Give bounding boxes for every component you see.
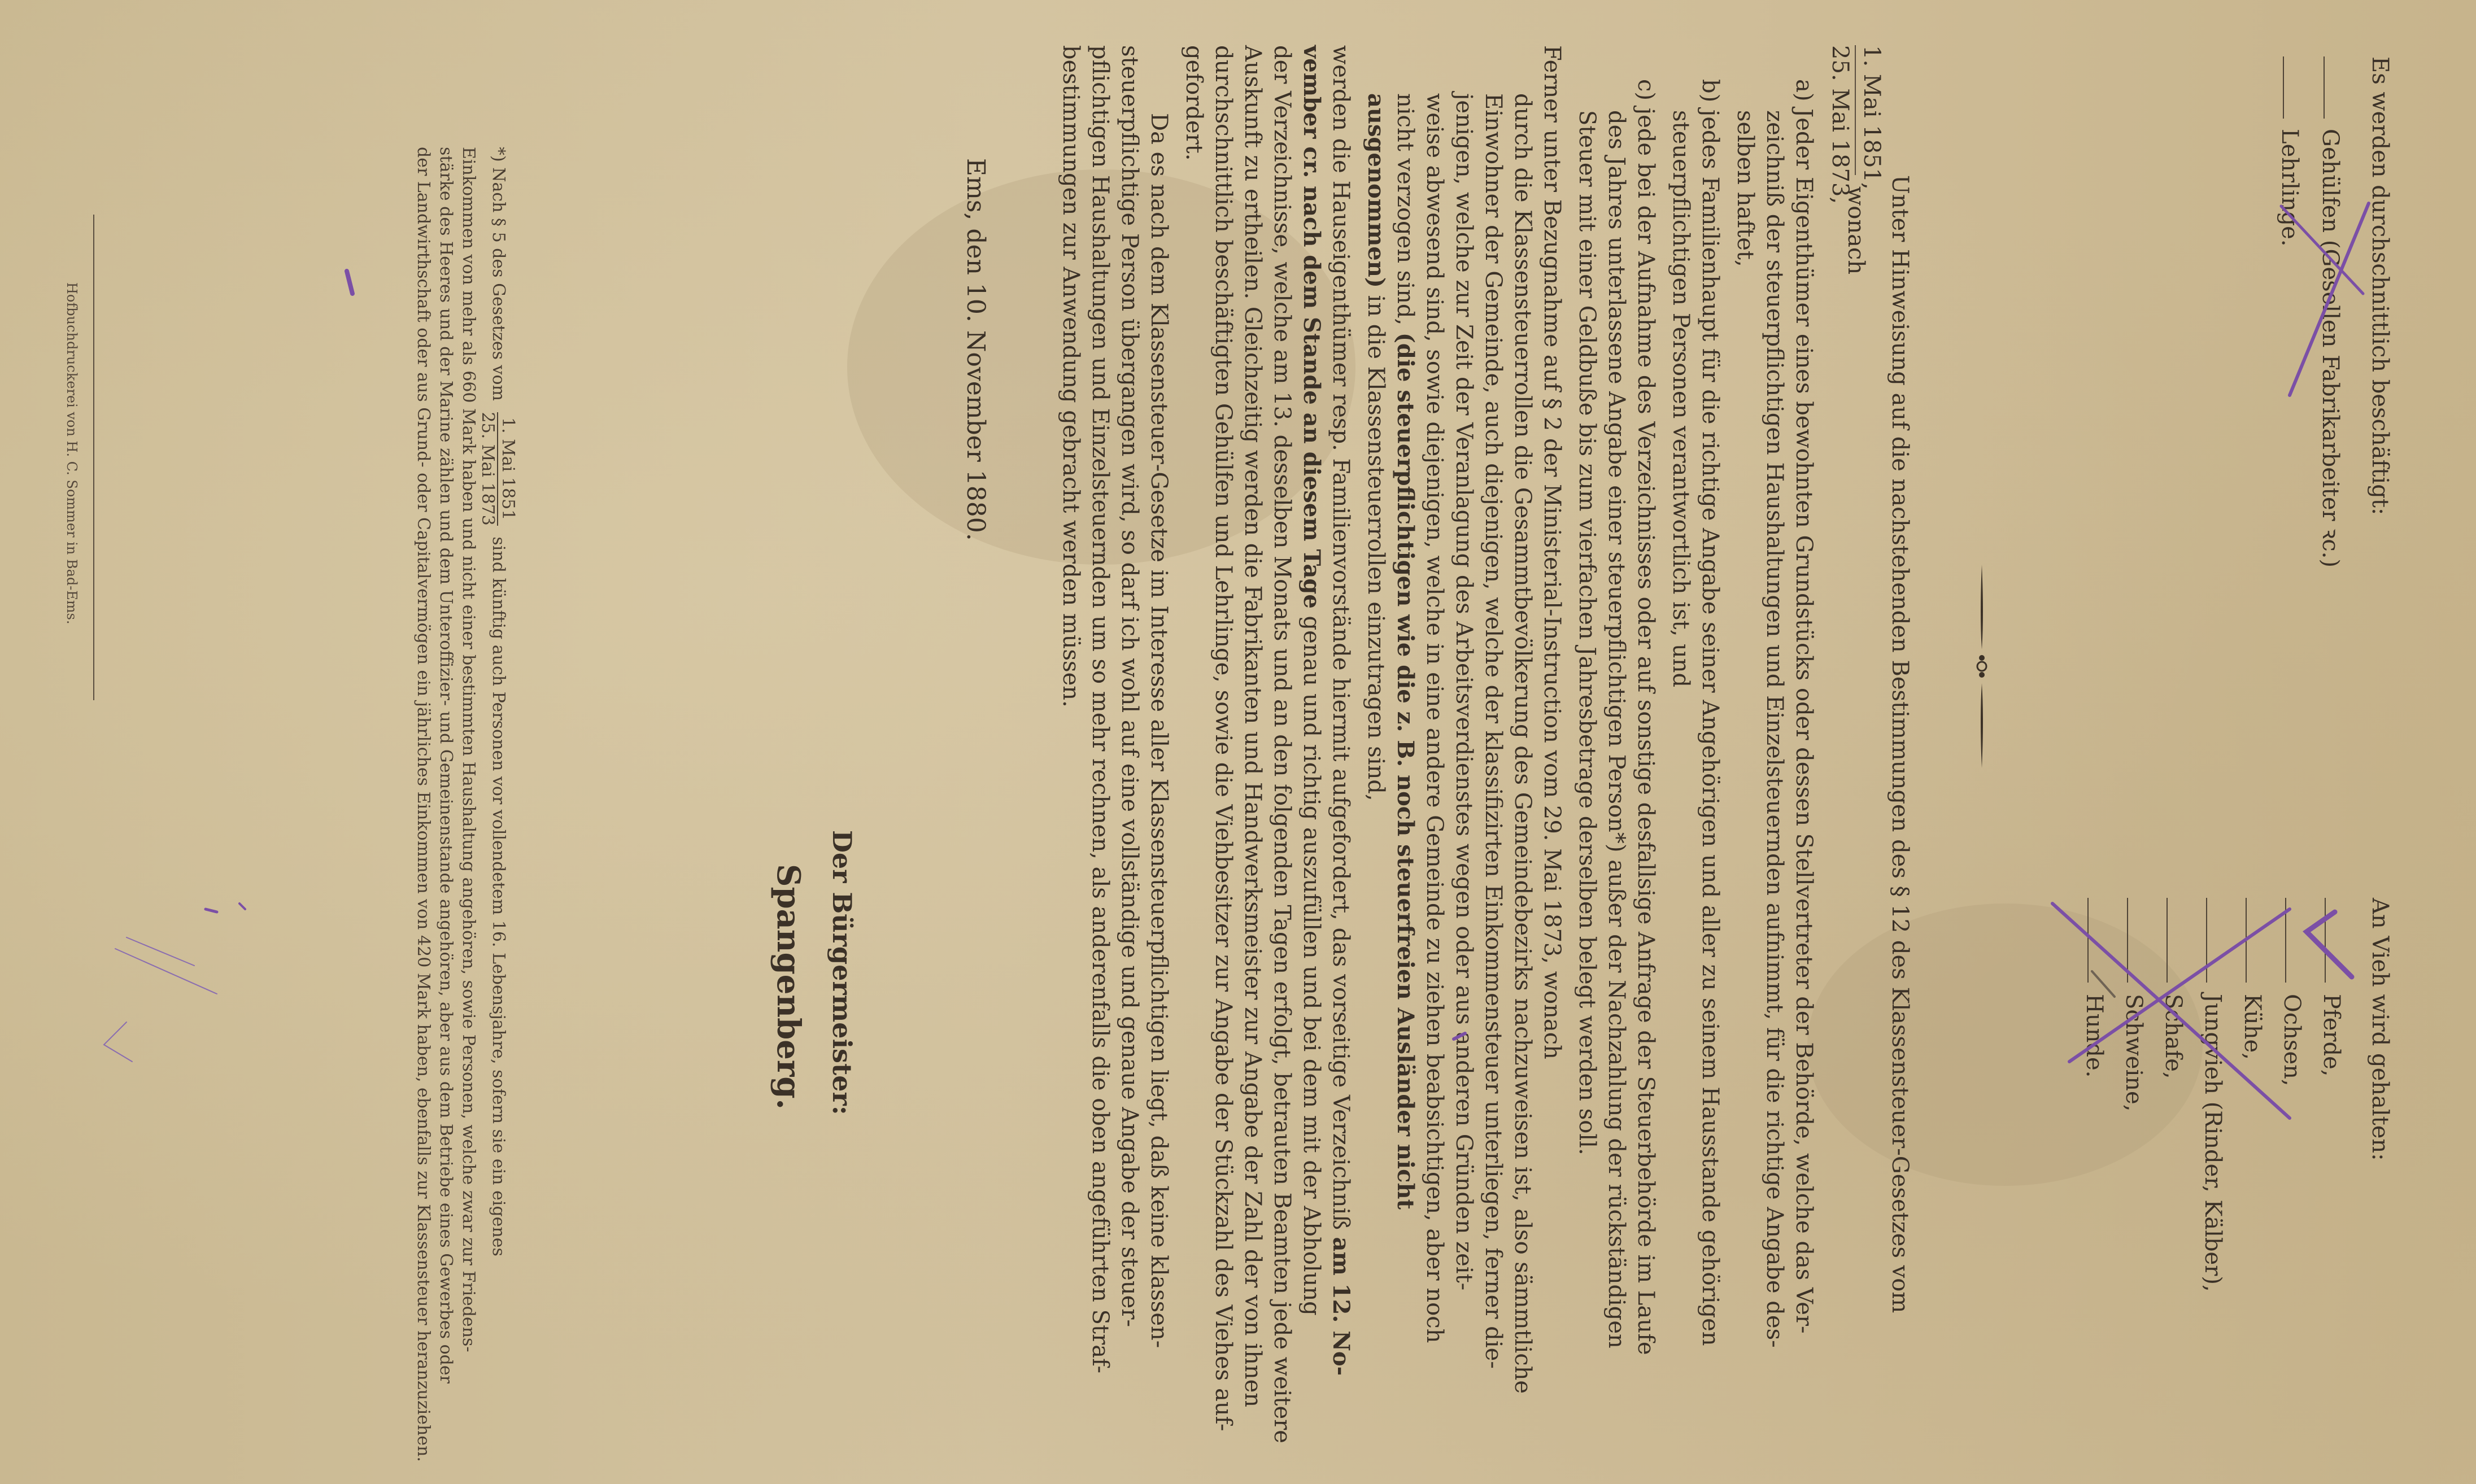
werden-line-1-plain: werden die Hauseigenthümer resp. Familienvorstände hiermit aufgefordert, das vorseitige Verzeichniß [1328, 45, 1354, 1230]
livestock-item-jungvieh: Jungvieh (Rinder, Kälber), [2200, 994, 2226, 1292]
para-b-line-1: b) jedes Familienhaupt für die richtige Angabe seiner Angehörigen und aller zu seinem Hausstande gehörigen [1697, 79, 1723, 1346]
livestock-item-pferde: Pferde, [2318, 994, 2344, 1077]
para-c-line-1: c) jede bei der Aufnahme des Verzeichnisses oder auf sonstige desfallsige Anfrage der Steuerbehörde im Laufe [1633, 79, 1659, 1355]
livestock-item-ochsen: Ochsen, [2279, 994, 2305, 1086]
werden-line-2-emphasis: vember cr. nach dem Stande an diesem Tage [1298, 45, 1325, 609]
livestock-item-schafe: Schafe, [2160, 994, 2186, 1079]
para-a-line-2: zeichniß der steuerpflichtigen Haushaltungen und Einzelsteuernden aufnimmt, für die richtige Angabe des- [1762, 110, 1788, 1348]
footnote-line-3: stärke des Heeres und der Marine zählen und dem Unteroffizier- und Gemeinenstande angehören, aber aus dem Betriebe eines Gewerbes oder [436, 147, 456, 1383]
ferner-line-7-emphasis: ausgenommen) [1363, 93, 1389, 288]
workers-intro: Es werden durchschnittlich beschäftigt: [2367, 56, 2393, 516]
livestock-item-kuehe: Kühe, [2239, 994, 2265, 1060]
para-a-line-3: selben haftet, [1732, 110, 1758, 267]
da-line-1: Da es nach dem Klassensteuer-Gesetze im Interesse aller Klassensteuerpflichtigen liegt, daß keine klassen- [1146, 113, 1172, 1348]
footnote-line-4: der Landwirthschaft oder aus Grund- oder Capitalvermögen ein jährliches Einkommen von 420 Mark haben, ebenfalls zur Klassensteuer heranzuziehen. [413, 147, 433, 1462]
workers-item-lehrlinge: Lehrlinge. [2277, 129, 2303, 247]
ornament-divider-icon [1971, 565, 1993, 768]
ferner-line-1: Ferner unter Bezugnahme auf § 2 der Ministerial-Instruction vom 29. Mai 1873, wonach [1539, 45, 1565, 1059]
ferner-line-3: Einwohner der Gemeinde, auch diejenigen, welche der klassifizirten Einkommensteuer unterliegen, ferner die- [1480, 93, 1506, 1369]
ferner-line-7-plain: in die Klassensteuerrollen einzutragen sind, [1363, 295, 1389, 801]
da-line-4: bestimmungen zur Anwendung gebracht werden müssen. [1058, 45, 1084, 708]
footnote-line-1-rest: sind künftig auch Personen vor vollendetem 16. Lebensjahre, sofern sie ein eigenes [489, 536, 508, 1256]
footnote-lead: *) Nach § 5 des Gesetzes vom [489, 147, 508, 401]
wonach-label: wonach [1843, 186, 1869, 275]
ferner-line-4: jenigen, welche zur Zeit der Veranlagung des Arbeitsverdienstes wegen oder aus anderen Gründen zeit- [1451, 93, 1477, 1291]
livestock-blank-schafe [2166, 898, 2168, 983]
workers-item-gehuelfen: Gehülfen (Gesellen Fabrikarbeiter ꝛc.) [2317, 129, 2343, 568]
ferner-line-7 [1365, 93, 1387, 801]
werden-line-4: Auskunft zu ertheilen. Gleichzeitig werden die Fabrikanten und Handwerksmeister zur Angabe der Zahl der von ihnen [1240, 45, 1266, 1408]
livestock-blank-hunde [2087, 898, 2089, 983]
werden-line-1 [1329, 45, 1352, 1376]
da-line-3: pflichtigen Haushaltungen und Einzelsteuernden um so mehr rechnen, als anderenfalls die oben angeführten Straf- [1087, 45, 1113, 1373]
law-date-1873: 25. Mai 1873, [1827, 45, 1853, 204]
werden-line-2-plain: genau und richtig auszufüllen und bei dem mit der Abholung [1298, 616, 1324, 1316]
livestock-blank-pferde [2325, 898, 2326, 983]
footnote-date-1873: 25. Mai 1873 [478, 412, 498, 526]
livestock-blank-jungvieh [2206, 898, 2207, 983]
imprint-rule [93, 215, 94, 700]
law-date-1851: 1. Mai 1851, [1859, 45, 1885, 190]
ferner-line-2: durch die Klassensteuerrollen die Gesammtbevölkerung des Gemeindebezirks nachzuweisen ist, also sämmtliche [1510, 93, 1536, 1394]
para-c-line-2: des Jahres unterlassene Angabe einer steuerpflichtigen Person*) außer der Nachzahlung der rückständigen [1603, 110, 1629, 1348]
werden-line-1-emphasis: am 12. No- [1328, 1237, 1354, 1376]
printer-imprint: Hofbuchdruckerei von H. C. Sommer in Bad-Ems. [64, 282, 80, 625]
footnote-date-1851: 1. Mai 1851 [497, 412, 516, 526]
footnote-line-2: Einkommen von mehr als 660 Mark haben und nicht einer bestimmten Haushaltung angehören, sowie Personen, welche zwar zur Friedens- [459, 147, 478, 1352]
werden-line-6: gefordert. [1181, 45, 1207, 161]
ferner-line-5: weise abwesend sind, sowie diejenigen, welche in eine andere Gemeinde zu ziehen beabsichtigen, aber noch [1422, 93, 1448, 1343]
ferner-line-6 [1392, 93, 1419, 1210]
livestock-blank-schweine [2127, 898, 2128, 983]
law-date-fraction-line [1855, 45, 1856, 175]
ferner-line-6-emphasis: (die steuerpflichtigen wie die z. B. noch steuerfreien Ausländer nicht [1392, 332, 1419, 1210]
werden-line-2 [1300, 45, 1323, 1316]
livestock-blank-ochsen [2285, 898, 2286, 983]
livestock-item-hunde: Hunde. [2081, 994, 2107, 1078]
ferner-line-6-plain: nicht verzogen sind, [1392, 93, 1418, 326]
para-a-line-1: a) Jeder Eigenthümer eines bewohnten Grundstücks oder dessen Stellvertreter der Behörde, welche das Ver- [1791, 79, 1817, 1334]
da-line-2: steuerpflichtige Person übergangen wird, so darf ich wohl auf eine vollständige und genaue Angabe der steuer- [1117, 45, 1143, 1327]
mayor-title: Der Bürgermeister: [827, 830, 857, 1115]
place-and-date: Ems, den 10. November 1880. [961, 158, 990, 541]
apprentices-count-blank [2283, 56, 2284, 119]
para-c-line-3: Steuer mit einer Geldbuße bis zum vierfachen Jahresbetrage derselben belegt werden soll. [1574, 110, 1600, 1155]
intro-line: Unter Hinweisung auf die nachstehenden Bestimmungen des § 12 des Klassensteuer-Gesetzes vom [1887, 175, 1913, 1313]
workers-count-blank [2324, 56, 2325, 119]
werden-line-5: durchschnittlich beschäftigten Gehülfen und Lehrlinge, sowie die Viehbesitzer zur Angabe der Stückzahl des Viehes auf- [1210, 45, 1236, 1431]
livestock-intro: An Vieh wird gehalten: [2367, 898, 2393, 1161]
werden-line-3: der Verzeichnisse, welche am 13. desselben Monats und an den folgenden Tagen erfolgt, betrauten Beamten jede weitere [1269, 45, 1295, 1443]
livestock-item-schweine: Schweine, [2121, 994, 2147, 1112]
footnote-law-dates [479, 412, 516, 526]
mayor-name: Spangenberg. [770, 864, 807, 1110]
para-b-line-2: steuerpflichtigen Personen verantwortlich ist, und [1668, 110, 1694, 688]
footnote-line-1 [479, 147, 516, 1256]
livestock-blank-kuehe [2246, 898, 2247, 983]
